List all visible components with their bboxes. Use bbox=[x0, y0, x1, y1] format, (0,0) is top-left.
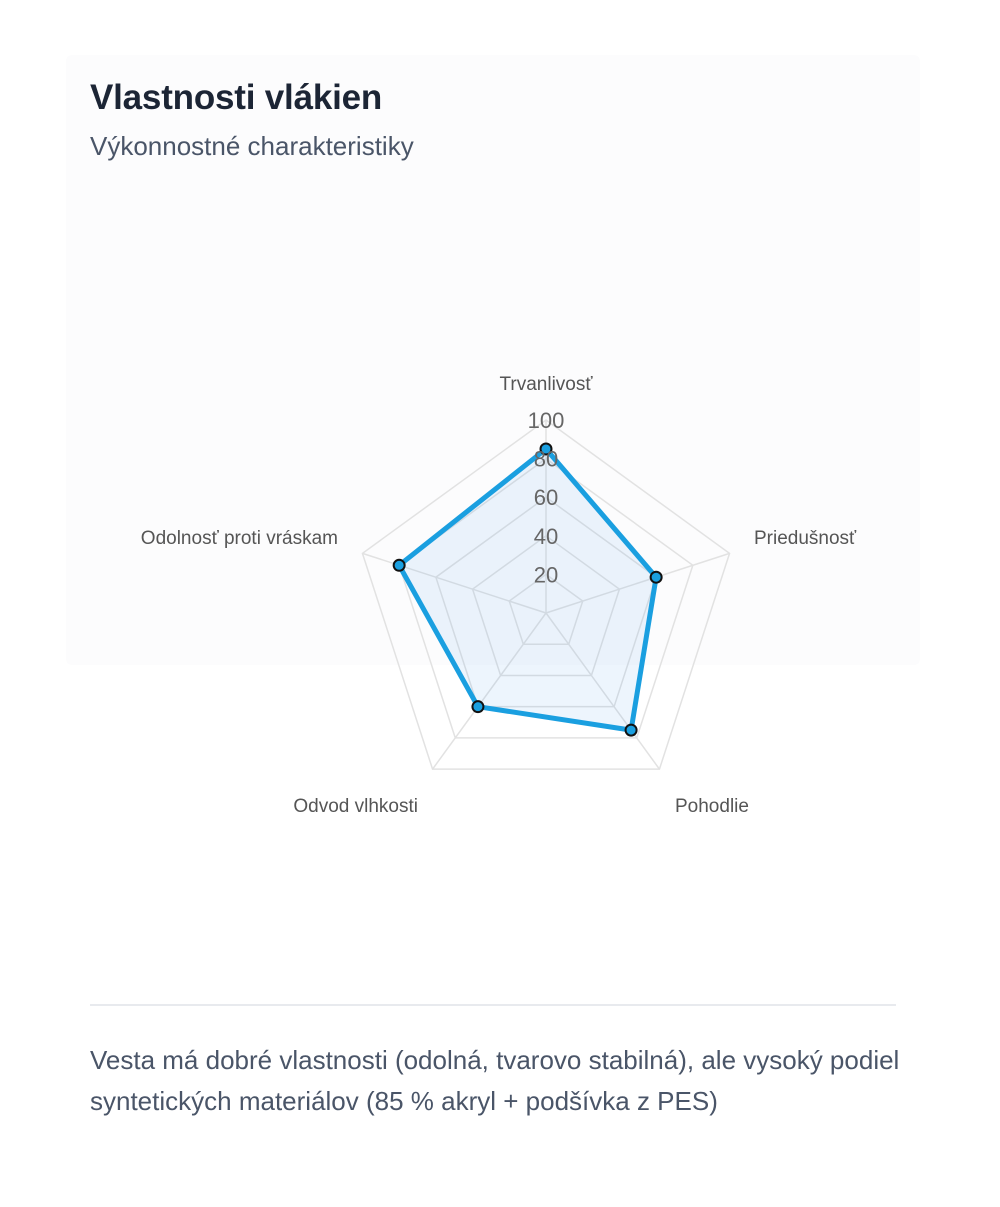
data-point bbox=[651, 572, 662, 583]
radar-series bbox=[394, 443, 662, 735]
axis-label: Priedušnosť bbox=[754, 528, 857, 549]
tick-label-100: 100 bbox=[527, 408, 565, 433]
summary-note: Vesta má dobré vlastnosti (odolná, tvarovo stabilná), ale vysoký podiel syntetických materiálov (85 % akryl + podšívka z PES) bbox=[90, 1045, 900, 1116]
tick-label-40: 40 bbox=[533, 523, 559, 549]
tick-label-60: 60 bbox=[533, 485, 559, 511]
axis-label: Odolnosť proti vráskam bbox=[140, 528, 338, 549]
axis-label: Odvod vlhkosti bbox=[293, 796, 418, 817]
series-area bbox=[399, 446, 656, 730]
tick-label-20: 20 bbox=[533, 562, 559, 588]
data-point bbox=[626, 725, 637, 736]
data-point bbox=[472, 701, 483, 712]
tick-label-80: 80 bbox=[533, 446, 559, 472]
chart-subtitle: Výkonnostné charakteristiky bbox=[90, 131, 414, 161]
axis-label: Pohodlie bbox=[675, 796, 749, 817]
footer-divider bbox=[90, 1004, 896, 1006]
axis-label: Trvanlivosť bbox=[499, 374, 593, 395]
chart-title: Vlastnosti vlákien bbox=[90, 78, 383, 117]
data-point bbox=[394, 560, 405, 571]
